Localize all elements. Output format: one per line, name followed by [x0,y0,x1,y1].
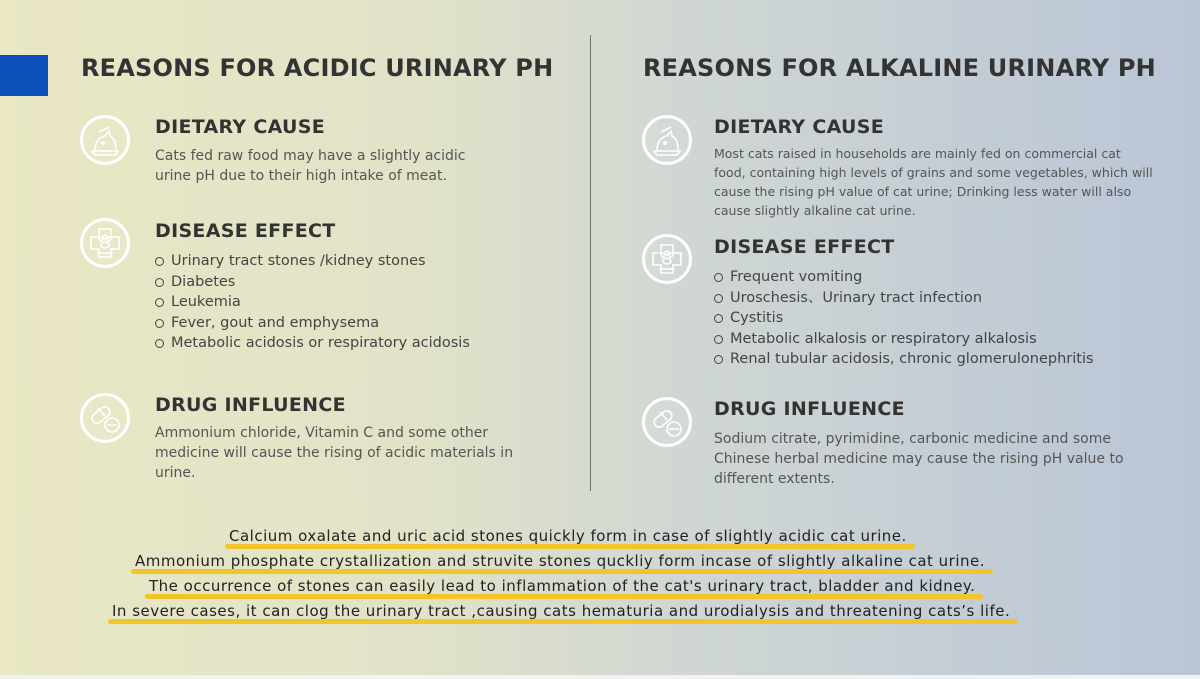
summary-line: The occurrence of stones can easily lead to inflammation of the cat's urinary tract, bladder and kidney. [149,575,975,597]
alkaline-disease-title: DISEASE EFFECT [714,236,895,258]
acidic-disease-title: DISEASE EFFECT [155,220,336,242]
acidic-column-title: REASONS FOR ACIDIC URINARY PH [81,54,554,82]
acidic-dietary-text: Cats fed raw food may have a slightly acidic urine pH due to their high intake of meat. [155,148,466,184]
cat-bowl-icon [80,115,130,165]
list-item: Metabolic acidosis or respiratory acidosis [155,333,470,354]
list-item: Metabolic alkalosis or respiratory alkalosis [714,329,1094,350]
list-item: Renal tubular acidosis, chronic glomerulonephritis [714,349,1094,370]
alkaline-dietary-text: Most cats raised in households are mainly fed on commercial cat food, containing high levels of grains and some vegetables, which will cause the rising pH value of cat urine; Drinking less water will also cause slightly alkaline cat urine. [714,146,1153,218]
summary-line: In severe cases, it can clog the urinary tract ,causing cats hematuria and urodialysis and threatening cats’s life. [112,600,1010,622]
acidic-dietary-title: DIETARY CAUSE [155,116,326,138]
alkaline-drug-title: DRUG INFLUENCE [714,398,905,420]
alkaline-disease-list [714,267,1094,370]
list-item: Leukemia [155,292,470,313]
accent-block [0,55,48,96]
list-item: Urinary tract stones /kidney stones [155,251,470,272]
paw-cross-icon [80,218,130,268]
bottom-strip [0,675,1200,679]
list-item: Uroschesis、Urinary tract infection [714,288,1094,309]
summary-line: Ammonium phosphate crystallization and struvite stones quckliy form incase of slightly alkaline cat urine. [135,550,985,572]
cat-bowl-icon [642,115,692,165]
list-item: Diabetes [155,272,470,293]
alkaline-drug-text: Sodium citrate, pyrimidine, carbonic medicine and some Chinese herbal medicine may cause the rising pH value to different extents. [714,431,1124,487]
acidic-drug-title: DRUG INFLUENCE [155,394,346,416]
alkaline-dietary-title: DIETARY CAUSE [714,116,885,138]
alkaline-column-title: REASONS FOR ALKALINE URINARY PH [643,54,1156,82]
pill-capsule-icon [80,393,130,443]
list-item: Cystitis [714,308,1094,329]
list-item: Fever, gout and emphysema [155,313,470,334]
column-divider [590,35,591,491]
acidic-disease-list [155,251,470,354]
acidic-drug-text: Ammonium chloride, Vitamin C and some other medicine will cause the rising of acidic materials in urine. [155,425,514,481]
list-item: Frequent vomiting [714,267,1094,288]
paw-cross-icon [642,234,692,284]
pill-capsule-icon [642,397,692,447]
summary-line: Calcium oxalate and uric acid stones quickly form in case of slightly acidic cat urine. [229,525,907,547]
